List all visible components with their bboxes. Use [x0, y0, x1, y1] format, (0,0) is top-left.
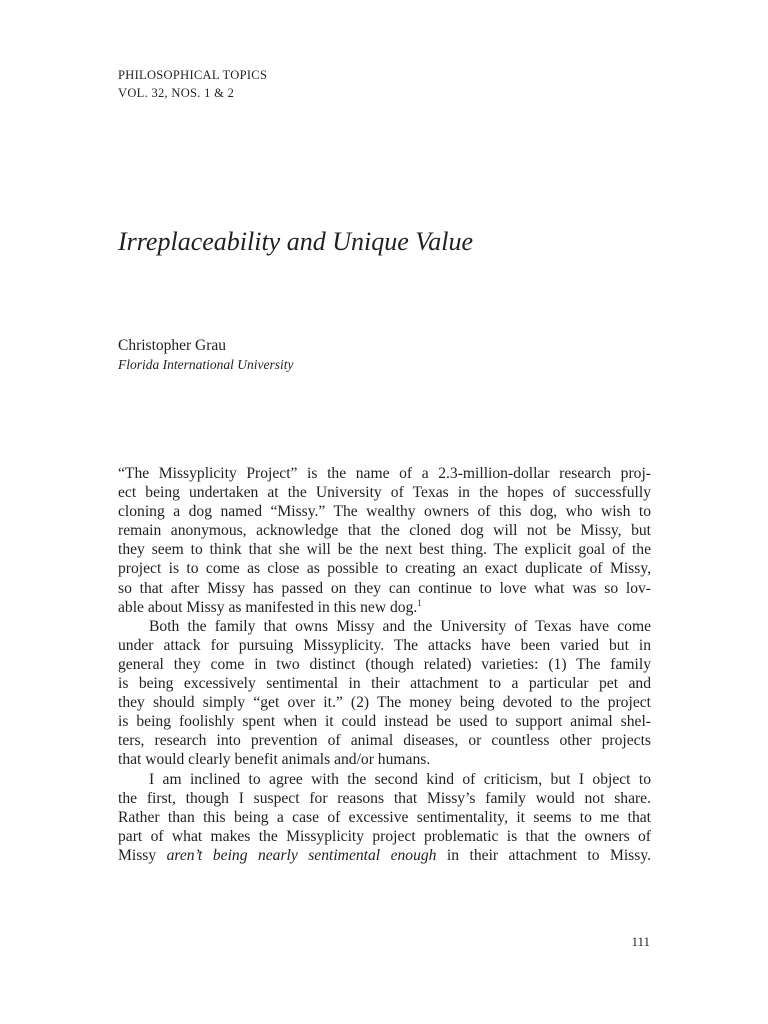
article-title: Irreplaceability and Unique Value: [118, 227, 474, 256]
text-line: Rather than this being a case of excessive sentimentality, it seems to me that: [118, 808, 651, 826]
text-line: I am inclined to agree with the second kind of criticism, but I object to: [149, 770, 651, 788]
paragraph: [118, 770, 651, 865]
author-block: [118, 336, 293, 374]
author-affiliation: Florida International University: [118, 357, 294, 372]
text-line: the first, though I suspect for reasons that Missy’s family would not share.: [118, 789, 651, 807]
text-line-after: in their attachment to Missy.: [436, 846, 651, 864]
paragraph: [118, 617, 651, 770]
body-text: [118, 464, 651, 865]
text-line: Both the family that owns Missy and the University of Texas have come: [149, 617, 651, 635]
text-line: general they come in two distinct (though related) varieties: (1) The family: [118, 655, 651, 673]
text-line: is being foolishly spent when it could instead be used to support animal shel-: [118, 713, 651, 731]
text-line-before: Missy: [118, 846, 167, 864]
text-line: project is to come as close as possible to creating an exact duplicate of Missy,: [118, 560, 651, 578]
text-line: so that after Missy has passed on they can continue to love what was so lov-: [118, 579, 651, 597]
author-name: Christopher Grau: [118, 337, 227, 354]
paragraph: [118, 464, 651, 617]
volume-info: VOL. 32, NOS. 1 & 2: [118, 86, 235, 100]
text-line: they should simply “get over it.” (2) The money being devoted to the project: [118, 694, 651, 712]
text-line-last: [118, 598, 651, 617]
text-line: “The Missyplicity Project” is the name of a 2.3-million-dollar research proj-: [118, 465, 651, 482]
text-line: cloning a dog named “Missy.” The wealthy owners of this dog, who wish to: [118, 503, 651, 521]
text-line: remain anonymous, acknowledge that the cloned dog will not be Missy, but: [118, 522, 651, 540]
text-line: part of what makes the Missyplicity project problematic is that the owners of: [118, 827, 651, 845]
text-line-with-emphasis: [118, 846, 651, 865]
text-line-last: that would clearly benefit animals and/or humans.: [118, 751, 431, 769]
journal-name: PHILOSOPHICAL TOPICS: [118, 68, 268, 82]
page-number: 111: [631, 934, 650, 949]
text-line: is being excessively sentimental in their attachment to a particular pet and: [118, 675, 651, 693]
text-line: under attack for pursuing Missyplicity. The attacks have been varied but in: [118, 636, 651, 654]
running-head: [118, 66, 267, 102]
emphasized-text: aren’t being nearly sentimental enough: [166, 846, 437, 864]
text-line-content: able about Missy as manifested in this new dog.: [118, 598, 418, 616]
text-line: they seem to think that she will be the next best thing. The explicit goal of the: [118, 541, 651, 559]
footnote-ref[interactable]: 1: [417, 597, 422, 608]
text-line: ters, research into prevention of animal diseases, or countless other projects: [118, 732, 651, 750]
text-line: ect being undertaken at the University of Texas in the hopes of successfully: [118, 484, 651, 502]
